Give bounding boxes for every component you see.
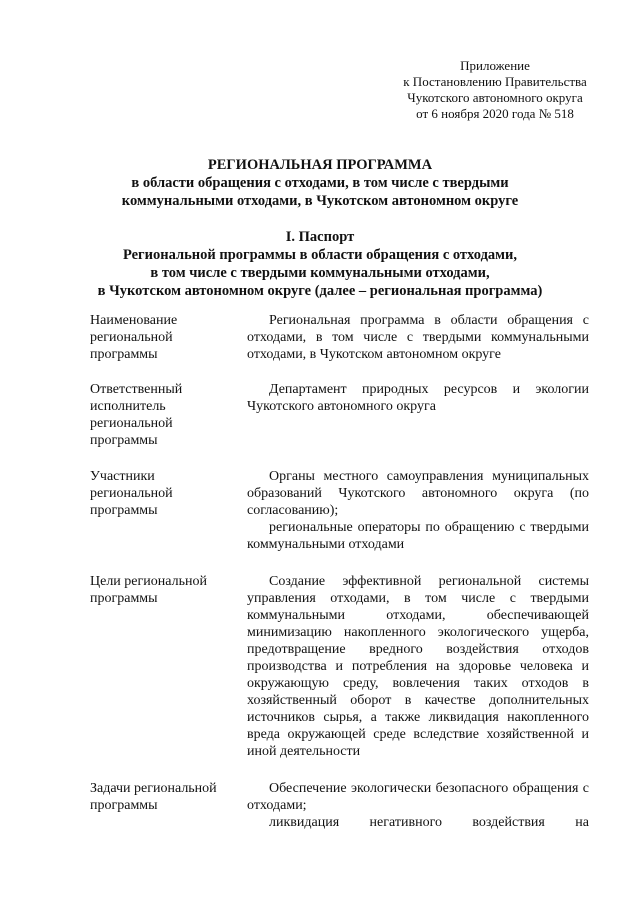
passport-heading: [60, 228, 580, 300]
row-label: [90, 312, 230, 363]
row-label-line: Задачи региональной: [90, 781, 217, 796]
row-content: [247, 780, 589, 831]
row-content: [247, 573, 589, 760]
row-label-line: исполнитель: [90, 399, 166, 414]
row-label-line: региональной: [90, 416, 173, 431]
row-label: [90, 381, 230, 449]
row-label-line: программы: [90, 798, 158, 813]
passport-line: в том числе с твердыми коммунальными отходами,: [150, 265, 490, 281]
appendix-line: Чукотского автономного округа: [407, 90, 583, 105]
row-label-line: Участники: [90, 469, 155, 484]
row-content: [247, 312, 589, 363]
row-paragraph: ликвидация негативного воздействия на: [269, 815, 589, 830]
row-label-line: Наименование: [90, 313, 178, 328]
row-paragraph: региональные операторы по обращению с твердыми коммунальными отходами: [247, 520, 589, 552]
row-paragraph: Региональная программа в области обращения с отходами, в том числе с твердыми коммунальными отходами, в Чукотском автономном округе: [247, 313, 589, 362]
passport-line: I. Паспорт: [285, 229, 355, 245]
row-label-line: региональной: [90, 330, 173, 345]
title-line: коммунальными отходами, в Чукотском автономном округе: [121, 193, 519, 209]
passport-line: Региональной программы в области обращения с отходами,: [122, 247, 518, 263]
row-label-line: региональной: [90, 486, 173, 501]
row-paragraph: Обеспечение экологически безопасного обращения с отходами;: [247, 781, 589, 813]
row-label-line: Цели региональной: [90, 574, 207, 589]
program-title: [60, 156, 580, 210]
appendix-header: [380, 58, 610, 122]
row-label-line: программы: [90, 503, 158, 518]
row-label: [90, 468, 230, 519]
row-content: [247, 468, 589, 553]
title-line: РЕГИОНАЛЬНАЯ ПРОГРАММА: [207, 157, 433, 173]
passport-line: в Чукотском автономном округе (далее – региональная программа): [97, 283, 543, 299]
row-paragraph: Создание эффективной региональной системы управления отходами, в том числе с твердыми коммунальными отходами, обеспечивающей минимизацию накопленного экологического ущерба, предотвращение вредного воздействия отходов производства и потребления на здоровье человека и окружающую среду, вовлечения таких отходов в хозяйственный оборот в качестве дополнительных источников сырья, а также ликвидация накопленного вреда окружающей среде вследствие хозяйственной и иной деятельности: [247, 574, 589, 759]
row-label: [90, 573, 230, 607]
appendix-line: Приложение: [460, 58, 530, 73]
row-paragraph: Органы местного самоуправления муниципальных образований Чукотского автономного округа (по согласованию);: [247, 469, 589, 518]
row-paragraph: Департамент природных ресурсов и экологии Чукотского автономного округа: [247, 382, 589, 414]
title-line: в области обращения с отходами, в том числе с твердыми: [131, 175, 509, 191]
appendix-line: к Постановлению Правительства: [403, 74, 587, 89]
row-label: [90, 780, 230, 814]
row-label-line: программы: [90, 591, 158, 606]
row-label-line: программы: [90, 347, 158, 362]
appendix-line: от 6 ноября 2020 года № 518: [416, 106, 574, 121]
row-label-line: программы: [90, 433, 158, 448]
row-content: [247, 381, 589, 415]
row-label-line: Ответственный: [90, 382, 183, 397]
